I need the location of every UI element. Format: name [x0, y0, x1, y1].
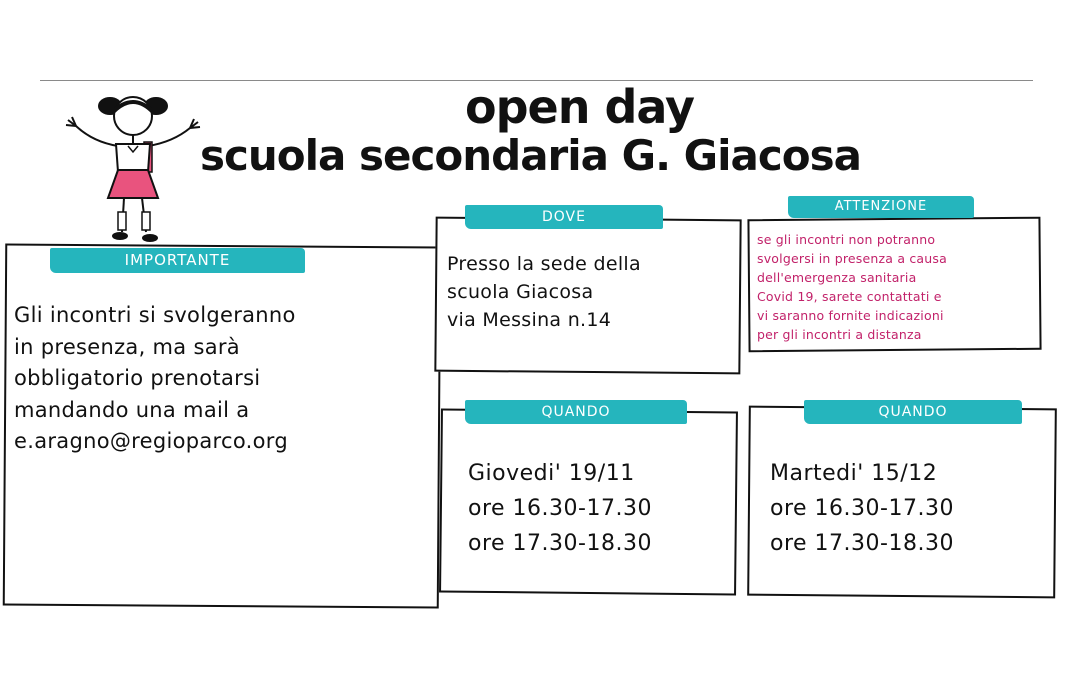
quando-text-2: Martedi' 15/12 ore 16.30-17.30 ore 17.30-18.30: [770, 461, 954, 556]
dove-text: Presso la sede della scuola Giacosa via Messina n.14: [447, 253, 641, 331]
importante-tag: IMPORTANTE: [50, 248, 305, 273]
quando-text-1: Giovedi' 19/11 ore 16.30-17.30 ore 17.30-18.30: [468, 461, 652, 556]
quando-tag-2: QUANDO: [804, 400, 1022, 424]
page-title: open day: [465, 80, 695, 134]
attenzione-tag: ATTENZIONE: [788, 196, 974, 218]
dove-tag: DOVE: [465, 205, 663, 229]
importante-text: Gli incontri si svolgeranno in presenza, ma sarà obbligatorio prenotarsi mandando una mail a e.aragno@regioparco.org: [14, 303, 296, 453]
attenzione-text: se gli incontri non potranno svolgersi in presenza a causa dell'emergenza sanitaria Covid 19, sarete contattati e vi saranno fornite indicazioni per gli incontri a distanza: [757, 232, 947, 342]
page-subtitle: scuola secondaria G. Giacosa: [200, 131, 861, 180]
quando-tag-1: QUANDO: [465, 400, 687, 424]
girl-illustration: [58, 94, 208, 246]
